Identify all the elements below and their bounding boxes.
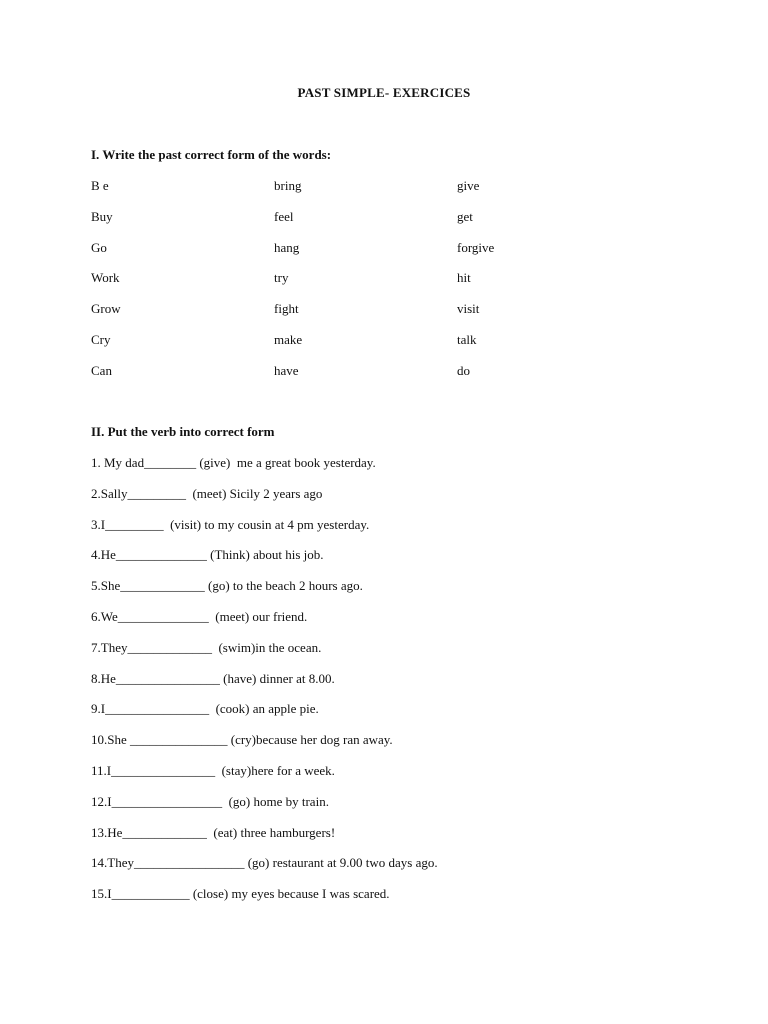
word: hang — [274, 239, 300, 255]
exercise-item: 7.They_____________ (swim)in the ocean. — [91, 639, 322, 655]
section-2-heading: II. Put the verb into correct form — [91, 424, 275, 439]
word: talk — [457, 331, 477, 347]
exercise-item: 4.He______________ (Think) about his job. — [91, 547, 324, 563]
exercise-item: 5.She_____________ (go) to the beach 2 hours ago. — [91, 578, 363, 594]
exercise-item: 6.We______________ (meet) our friend. — [91, 608, 308, 624]
word: fight — [274, 301, 299, 317]
word: make — [274, 331, 303, 347]
word: bring — [274, 178, 302, 193]
exercise-item: 1. My dad________ (give) me a great book yesterday. — [91, 455, 376, 470]
exercise-item: 8.He________________ (have) dinner at 8.00. — [91, 670, 335, 686]
exercise-item: 11.I________________ (stay)here for a week. — [91, 762, 335, 778]
word: try — [274, 270, 289, 286]
word-row — [91, 178, 591, 209]
word-row — [91, 332, 591, 363]
word: Go — [91, 239, 107, 255]
exercise-item: 9.I________________ (cook) an apple pie. — [91, 701, 319, 717]
word: feel — [274, 208, 294, 224]
word: Buy — [91, 208, 113, 224]
exercise-item: 15.I____________ (close) my eyes because I was scared. — [91, 886, 390, 902]
word: Can — [91, 362, 112, 378]
word-row — [91, 240, 591, 271]
word-row — [91, 270, 591, 301]
word: have — [274, 362, 299, 378]
word-row — [91, 209, 591, 240]
exercise-item: 10.She _______________ (cry)because her dog ran away. — [91, 732, 393, 748]
word: forgive — [457, 239, 495, 255]
word: hit — [457, 270, 471, 286]
word: Grow — [91, 301, 121, 317]
word-row — [91, 363, 591, 394]
exercise-item: 2.Sally_________ (meet) Sicily 2 years ago — [91, 485, 323, 501]
word: give — [457, 178, 480, 193]
word: Work — [91, 270, 120, 286]
exercise-item: 3.I_________ (visit) to my cousin at 4 pm yesterday. — [91, 516, 370, 532]
section-1-heading: I. Write the past correct form of the words: — [91, 147, 332, 162]
word: visit — [457, 301, 480, 317]
exercise-list — [91, 455, 691, 917]
word: do — [457, 362, 470, 378]
exercise-item: 12.I_________________ (go) home by train. — [91, 793, 329, 809]
word: get — [457, 208, 473, 224]
exercise-item: 14.They_________________ (go) restaurant at 9.00 two days ago. — [91, 855, 438, 871]
word-row — [91, 301, 591, 332]
worksheet-title: PAST SIMPLE- EXERCICES — [297, 85, 471, 100]
exercise-item: 13.He_____________ (eat) three hamburgers! — [91, 824, 336, 840]
word: B e — [91, 178, 109, 193]
word: Cry — [91, 331, 111, 347]
verb-word-grid — [91, 178, 591, 394]
